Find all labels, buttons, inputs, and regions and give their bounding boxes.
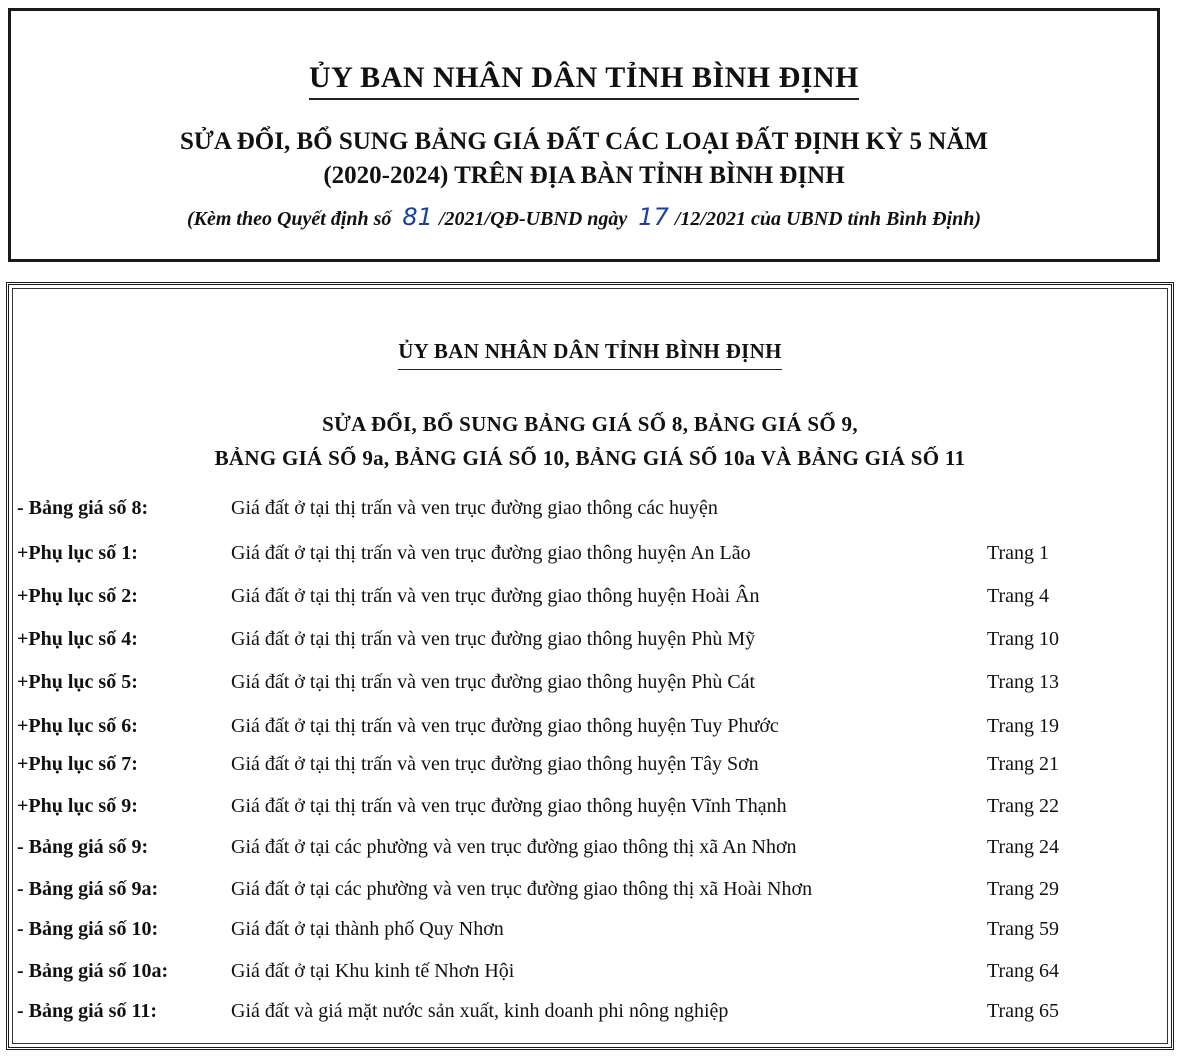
decision-reference xyxy=(11,203,1157,231)
toc-row-page: Trang 59 xyxy=(987,918,1060,940)
toc-row-label: +Phụ lục số 4: xyxy=(17,628,138,650)
toc-row-label: +Phụ lục số 5: xyxy=(17,671,138,693)
toc-row-label: - Bảng giá số 9: xyxy=(17,836,149,858)
toc-row-desc: Giá đất ở tại các phường và ven trục đường giao thông thị xã An Nhơn xyxy=(231,836,797,858)
toc-row xyxy=(13,918,1167,948)
cover-title-line1: SỬA ĐỔI, BỔ SUNG BẢNG GIÁ ĐẤT CÁC LOẠI ĐẤT ĐỊNH KỲ 5 NĂM xyxy=(180,128,988,155)
toc-row-desc: Giá đất ở tại thị trấn và ven trục đường giao thông huyện Phù Cát xyxy=(231,671,756,693)
toc-row xyxy=(13,836,1167,866)
toc-row xyxy=(13,878,1167,908)
toc-row-desc: Giá đất ở tại thị trấn và ven trục đường giao thông huyện Tuy Phước xyxy=(231,715,779,737)
cover-title-line2: (2020-2024) TRÊN ĐỊA BÀN TỈNH BÌNH ĐỊNH xyxy=(323,162,845,189)
toc-title xyxy=(13,407,1167,475)
toc-title-line2: BẢNG GIÁ SỐ 9a, BẢNG GIÁ SỐ 10, BẢNG GIÁ SỐ 10a VÀ BẢNG GIÁ SỐ 11 xyxy=(214,446,966,470)
toc-row-desc: Giá đất và giá mặt nước sản xuất, kinh doanh phi nông nghiệp xyxy=(231,1000,729,1022)
toc-row-desc: Giá đất ở tại thị trấn và ven trục đường giao thông huyện An Lão xyxy=(231,542,751,564)
cover-title xyxy=(11,125,1157,193)
toc-row-page: Trang 24 xyxy=(987,836,1060,858)
toc-row-label: +Phụ lục số 9: xyxy=(17,795,138,817)
toc-title-line1: SỬA ĐỔI, BỔ SUNG BẢNG GIÁ SỐ 8, BẢNG GIÁ SỐ 9, xyxy=(322,412,858,436)
toc-row-desc: Giá đất ở tại thị trấn và ven trục đường giao thông huyện Tây Sơn xyxy=(231,753,759,775)
toc-row-desc: Giá đất ở tại Khu kinh tế Nhơn Hội xyxy=(231,960,515,982)
toc-row-desc: Giá đất ở tại thị trấn và ven trục đường giao thông các huyện xyxy=(231,497,718,519)
toc-row-desc: Giá đất ở tại các phường và ven trục đường giao thông thị xã Hoài Nhơn xyxy=(231,878,813,900)
ref-prefix: (Kèm theo Quyết định số xyxy=(186,208,392,230)
toc-row-page: Trang 19 xyxy=(987,715,1060,737)
toc-inner-frame xyxy=(12,288,1168,1044)
toc-row-page: Trang 65 xyxy=(987,1000,1060,1022)
cover-box xyxy=(8,8,1160,262)
toc-row-label: - Bảng giá số 9a: xyxy=(17,878,159,900)
toc-row-label: - Bảng giá số 11: xyxy=(17,1000,158,1022)
toc-row-label: - Bảng giá số 10a: xyxy=(17,960,169,982)
toc-row xyxy=(13,715,1167,745)
toc-row-page: Trang 21 xyxy=(987,753,1060,775)
cover-org-title: ỦY BAN NHÂN DÂN TỈNH BÌNH ĐỊNH xyxy=(11,61,1157,95)
toc-row-label: +Phụ lục số 1: xyxy=(17,542,138,564)
ref-suffix: /12/2021 của UBND tỉnh Bình Định) xyxy=(674,208,982,230)
toc-row-desc: Giá đất ở tại thành phố Quy Nhơn xyxy=(231,918,504,940)
toc-row xyxy=(13,671,1167,701)
toc-row xyxy=(13,795,1167,825)
handwritten-decision-number: 81 xyxy=(402,203,433,231)
toc-box xyxy=(6,282,1174,1050)
toc-row-page: Trang 10 xyxy=(987,628,1060,650)
toc-row-label: +Phụ lục số 6: xyxy=(17,715,138,737)
toc-row xyxy=(13,497,1167,527)
toc-row-page: Trang 1 xyxy=(987,542,1050,564)
toc-row xyxy=(13,585,1167,615)
toc-row-page: Trang 13 xyxy=(987,671,1060,693)
toc-row-desc: Giá đất ở tại thị trấn và ven trục đường giao thông huyện Vĩnh Thạnh xyxy=(231,795,787,817)
handwritten-day: 17 xyxy=(638,203,669,231)
toc-row xyxy=(13,628,1167,658)
toc-row-label: - Bảng giá số 10: xyxy=(17,918,159,940)
toc-row-label: +Phụ lục số 7: xyxy=(17,753,138,775)
toc-row xyxy=(13,542,1167,572)
toc-row-page: Trang 29 xyxy=(987,878,1060,900)
toc-row xyxy=(13,1000,1167,1030)
toc-row-page: Trang 22 xyxy=(987,795,1060,817)
ref-mid: /2021/QĐ-UBND ngày xyxy=(438,208,628,230)
toc-row xyxy=(13,960,1167,990)
toc-row-page: Trang 4 xyxy=(987,585,1050,607)
toc-org-title: ỦY BAN NHÂN DÂN TỈNH BÌNH ĐỊNH xyxy=(13,339,1167,364)
toc-row-label: - Bảng giá số 8: xyxy=(17,497,149,519)
toc-row-desc: Giá đất ở tại thị trấn và ven trục đường giao thông huyện Phù Mỹ xyxy=(231,628,756,650)
toc-row xyxy=(13,753,1167,783)
toc-row-desc: Giá đất ở tại thị trấn và ven trục đường giao thông huyện Hoài Ân xyxy=(231,585,760,607)
toc-row-label: +Phụ lục số 2: xyxy=(17,585,138,607)
toc-row-page: Trang 64 xyxy=(987,960,1060,982)
